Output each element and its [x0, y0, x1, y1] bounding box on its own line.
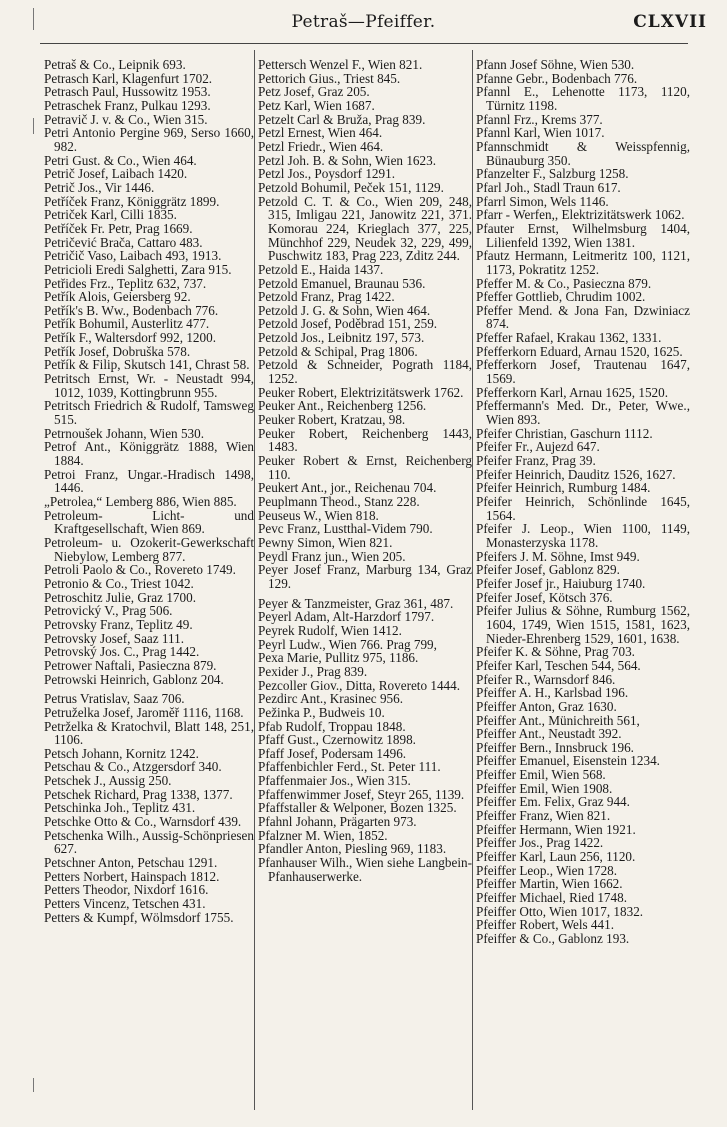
directory-entry: Petříček Fr. Petr, Prag 1669. [44, 220, 193, 236]
directory-entry: Pfeiffer Emanuel, Eisenstein 1234. [476, 753, 660, 769]
directory-entry: Pfeifer Heinrich, Schönlinde 1645, 1564. [476, 494, 690, 523]
directory-entry: Pfeiffer Karl, Laun 256, 1120. [476, 849, 636, 865]
column-1 [44, 58, 254, 1113]
binding-mark [33, 118, 34, 134]
directory-entry: Pfeiffer Emil, Wien 568. [476, 767, 606, 783]
page-header [0, 12, 727, 38]
directory-entry: Pfannl Frz., Krems 377. [476, 111, 603, 127]
directory-entry: Pexider J., Prag 839. [258, 663, 368, 679]
directory-entry: Petzl Joh. B. & Sohn, Wien 1623. [258, 152, 436, 168]
directory-entry: Petschek J., Aussig 250. [44, 773, 172, 789]
directory-entry: Pfanhauser Wilh., Wien siehe Langbein-Pfanhauserwerke. [258, 855, 472, 884]
directory-entry: Pfab Rudolf, Troppau 1848. [258, 718, 406, 734]
directory-entry: Pfauter Ernst, Wilhelmsburg 1404, Lilienfeld 1392, Wien 1381. [476, 220, 690, 250]
directory-entry: Petricioli Eredi Salghetti, Zara 915. [44, 261, 232, 277]
directory-entry: Pfeiffer Jos., Prag 1422. [476, 835, 604, 851]
directory-entry: Pfeiffer Martin, Wien 1662. [476, 876, 623, 892]
directory-entry: Pexa Marie, Pullitz 975, 1186. [258, 650, 419, 666]
directory-entry: Pfann Josef Söhne, Wien 530. [476, 57, 635, 72]
directory-entry: Petrovský Jos. C., Prag 1442. [44, 644, 200, 660]
directory-entry: Pfalzner M. Wien, 1852. [258, 827, 388, 843]
directory-entry: Petraš & Co., Leipnik 693. [44, 57, 186, 72]
directory-entry: Pfahnl Johann, Prägarten 973. [258, 814, 417, 830]
directory-entry: Petschinka Joh., Teplitz 431. [44, 800, 196, 816]
directory-entry: Petřík F., Waltersdorf 992, 1200. [44, 330, 216, 346]
directory-entry: Pfaffenwimmer Josef, Steyr 265, 1139. [258, 786, 465, 802]
directory-entry: Petzold & Schipal, Prag 1806. [258, 343, 418, 359]
directory-entry: Petzl Jos., Poysdorf 1291. [258, 166, 396, 182]
directory-entry: Petrowski Heinrich, Gablonz 204. [44, 671, 224, 687]
directory-entry: Pfeiffer Bern., Innsbruck 196. [476, 739, 634, 755]
directory-entry: Pezcoller Giov., Ditta, Rovereto 1444. [258, 677, 461, 693]
directory-entry: Pfeffer Rafael, Krakau 1362, 1331. [476, 330, 662, 346]
directory-entry: Pfeifer Heinrich, Dauditz 1526, 1627. [476, 466, 676, 482]
directory-entry: Pfeifers J. M. Söhne, Imst 949. [476, 548, 640, 564]
directory-entry: Petters Vincenz, Tetschen 431. [44, 896, 206, 912]
directory-entry: Petschek Richard, Prag 1338, 1377. [44, 786, 233, 802]
directory-entry: Petričič Vaso, Laibach 493, 1913. [44, 248, 222, 264]
directory-entry: Pfefferkorn Karl, Arnau 1625, 1520. [476, 384, 669, 400]
directory-entry: Pfarl Joh., Stadl Traun 617. [476, 179, 621, 195]
directory-entry: Petters Theodor, Nixdorf 1616. [44, 882, 209, 898]
directory-entry: Petraschek Franz, Pulkau 1293. [44, 97, 211, 113]
directory-entry: Pfeiffer Michael, Ried 1748. [476, 890, 628, 906]
running-title: Petraš—Pfeiffer. [291, 12, 436, 32]
directory-entry: Pfeiffer Anton, Graz 1630. [476, 698, 617, 714]
directory-entry: Petzelt Carl & Bruža, Prag 839. [258, 111, 426, 127]
directory-entry: Petzold C. T. & Co., Wien 209, 248, 315, Imligau 221, Janowitz 221, 371. Komorau 224, Krieglach 377, 225, Münchhof 229, Neudek 32, 229, 499, Puschwitz 183, Prag 223, Zditz 244. [258, 193, 472, 264]
directory-entry: Pfeifer Christian, Gaschurn 1112. [476, 425, 653, 441]
directory-entry: Petroleum- Licht- und Kraftgesellschaft, Wien 869. [44, 507, 254, 537]
directory-entry: Petričević Brača, Cattaro 483. [44, 234, 203, 250]
directory-entry: Petrower Naftali, Pasieczna 879. [44, 657, 217, 673]
directory-entry: Petsch Johann, Kornitz 1242. [44, 745, 199, 761]
directory-entry: Pfaffenmaier Jos., Wien 315. [258, 773, 411, 789]
directory-entry: Peuker Robert, Reichenberg 1443, 1483. [258, 425, 472, 455]
directory-entry: Peuker Robert, Kratzau, 98. [258, 412, 406, 428]
directory-entry: Pfeffermann's Med. Dr., Peter, Wwe., Wien 893. [476, 398, 690, 428]
directory-entry: Pfanne Gebr., Bodenbach 776. [476, 70, 638, 86]
column-divider [254, 50, 255, 1110]
directory-entry: Pfarr - Werfen,, Elektrizitätswerk 1062. [476, 207, 685, 223]
directory-entry: Peyer & Tanzmeister, Graz 361, 487. [258, 595, 454, 611]
directory-entry: Petrželka & Kratochvil, Blatt 148, 251, 1106. [44, 718, 254, 748]
directory-entry: Petřík Alois, Geiersberg 92. [44, 289, 191, 305]
directory-entry: Petroli Paolo & Co., Rovereto 1749. [44, 562, 236, 578]
directory-entry: Pfeifer Heinrich, Rumburg 1484. [476, 480, 651, 496]
directory-entry: Pfeiffer Emil, Wien 1908. [476, 780, 613, 796]
directory-entry: Pfeiffer & Co., Gablonz 193. [476, 931, 630, 946]
directory-entry: Pfeifer K. & Söhne, Prag 703. [476, 644, 635, 660]
directory-entry: Petřides Frz., Teplitz 632, 737. [44, 275, 207, 291]
directory-entry: Peuker Robert & Ernst, Reichenberg 110. [258, 453, 472, 482]
directory-entry: Pfeiffer Robert, Wels 441. [476, 917, 614, 933]
binding-mark [33, 1078, 34, 1092]
directory-entry: Petrovsky Franz, Teplitz 49. [44, 616, 193, 632]
directory-entry: Pettersch Wenzel F., Wien 821. [258, 57, 423, 72]
directory-entry: Petschenka Wilh., Aussig-Schönpriesen 627. [44, 827, 254, 857]
directory-entry: Petruželka Josef, Jaroměř 1116, 1168. [44, 704, 244, 720]
directory-entry: Petritsch Ernst, Wr. - Neustadt 994, 1012, 1039, Kottingbrunn 955. [44, 371, 254, 400]
directory-entry: Pfefferkorn Josef, Trautenau 1647, 1569. [476, 357, 690, 387]
directory-entry: Petroschitz Julie, Graz 1700. [44, 589, 196, 605]
directory-entry: Pfeifer Fr., Aujezd 647. [476, 439, 600, 455]
directory-entry: Peydl Franz jun., Wien 205. [258, 548, 406, 564]
directory-entry: Pfandler Anton, Piesling 969, 1183. [258, 841, 447, 857]
directory-entry: Petrič Josef, Laibach 1420. [44, 166, 188, 182]
directory-entry: Petri Gust. & Co., Wien 464. [44, 152, 197, 168]
directory-entry: Peyrek Rudolf, Wien 1412. [258, 622, 402, 638]
directory-entry: Pfeffer M. & Co., Pasieczna 879. [476, 275, 652, 291]
directory-entry: „Petrolea,“ Lemberg 886, Wien 885. [44, 494, 237, 509]
directory-entry: Pfeifer Karl, Teschen 544, 564. [476, 657, 641, 673]
directory-entry: Petrasch Paul, Hussowitz 1953. [44, 84, 211, 100]
directory-entry: Petzl Friedr., Wien 464. [258, 138, 384, 154]
directory-entry: Petz Karl, Wien 1687. [258, 97, 375, 113]
directory-entry: Pfeiffer Otto, Wien 1017, 1832. [476, 903, 644, 919]
directory-entry: Pettorich Gius., Triest 845. [258, 70, 401, 86]
page-number: CLXVII [633, 12, 707, 32]
directory-entry: Pfeiffer Franz, Wien 821. [476, 808, 611, 824]
directory-entry: Petravič J. v. & Co., Wien 315. [44, 111, 208, 127]
directory-entry: Pfeifer Julius & Söhne, Rumburg 1562, 1604, 1749, Wien 1515, 1581, 1623, Nieder-Ehrenberg 1529, 1601, 1638. [476, 603, 690, 646]
column-2 [258, 58, 472, 1113]
directory-entry: Pfeiffer Hermann, Wien 1921. [476, 821, 636, 837]
directory-entry: Pfeifer Josef, Gablonz 829. [476, 562, 620, 578]
directory-entry: Petrasch Karl, Klagenfurt 1702. [44, 70, 213, 86]
directory-entry: Pewny Simon, Wien 821. [258, 534, 393, 550]
directory-entry: Peuker Robert, Elektrizitätswerk 1762. [258, 384, 464, 400]
directory-entry: Pfaff Gust., Czernowitz 1898. [258, 732, 416, 748]
directory-entry: Petzold J. G. & Sohn, Wien 464. [258, 302, 431, 318]
directory-entry: Peuplmann Theod., Stanz 228. [258, 494, 420, 509]
column-divider [472, 50, 473, 1110]
directory-entry: Pfeifer R., Warnsdorf 846. [476, 671, 616, 687]
directory-entry: Petzl Ernest, Wien 464. [258, 125, 383, 141]
directory-entry: Pfeffer Mend. & Jona Fan, Dzwiniacz 874. [476, 302, 690, 332]
directory-entry: Petrovsky Josef, Saaz 111. [44, 630, 185, 646]
directory-entry: Petřík Josef, Dobruška 578. [44, 343, 191, 359]
column-3 [476, 58, 690, 1113]
directory-entry: Pfarrl Simon, Wels 1146. [476, 193, 609, 209]
directory-entry: Petschau & Co., Atzgersdorf 340. [44, 759, 222, 775]
directory-entry: Pfannl E., Lehenotte 1173, 1120, Türnitz 1198. [476, 84, 690, 113]
directory-entry: Pežinka P., Budweis 10. [258, 704, 385, 720]
directory-entry: Petroleum- u. Ozokerit-Gewerkschaft Niebylow, Lemberg 877. [44, 534, 254, 564]
directory-entry: Petrovický V., Prag 506. [44, 603, 173, 619]
directory-entry: Pfaffstaller & Welponer, Bozen 1325. [258, 800, 457, 816]
directory-entry: Petschke Otto & Co., Warnsdorf 439. [44, 814, 242, 830]
directory-entry: Petters Norbert, Hainspach 1812. [44, 868, 220, 884]
directory-entry: Pfeffer Gottlieb, Chrudim 1002. [476, 289, 646, 305]
directory-entry: Petzold Jos., Leibnitz 197, 573. [258, 330, 425, 346]
directory-entry: Pfeifer Josef, Kötsch 376. [476, 589, 613, 605]
directory-entry: Petzold & Schneider, Pograth 1184, 1252. [258, 357, 472, 387]
directory-entry: Pfannl Karl, Wien 1017. [476, 125, 605, 141]
directory-entry: Petters & Kumpf, Wölmsdorf 1755. [44, 909, 234, 925]
directory-entry: Pfeifer Franz, Prag 39. [476, 453, 596, 469]
directory-entry: Petroi Franz, Ungar.-Hradisch 1498, 1446. [44, 466, 254, 496]
directory-entry: Petřík's B. Ww., Bodenbach 776. [44, 302, 219, 318]
directory-entry: Pfeiffer A. H., Karlsbad 196. [476, 685, 629, 701]
directory-entry: Pfautz Hermann, Leitmeritz 100, 1121, 1173, Pokratitz 1252. [476, 248, 690, 277]
directory-entry: Petzold Bohumil, Peček 151, 1129. [258, 179, 444, 195]
directory-entry: Pfefferkorn Eduard, Arnau 1520, 1625. [476, 343, 683, 359]
directory-entry: Petzold E., Haida 1437. [258, 261, 384, 277]
directory-entry: Pfeifer Josef jr., Haiuburg 1740. [476, 575, 646, 591]
directory-entry: Pfanzelter F., Salzburg 1258. [476, 166, 629, 182]
binding-mark [33, 8, 34, 30]
directory-entry: Peyer Josef Franz, Marburg 134, Graz 129. [258, 562, 472, 591]
directory-entry: Petzold Josef, Poděbrad 151, 259. [258, 316, 438, 332]
header-rule [40, 43, 688, 44]
directory-entry: Petrnoušek Johann, Wien 530. [44, 425, 205, 441]
directory-entry: Pezdirc Ant., Krasinec 956. [258, 691, 404, 707]
directory-entry: Petriček Karl, Cilli 1835. [44, 207, 177, 223]
directory-entry: Petřík & Filip, Skutsch 141, Chrast 58. [44, 357, 250, 373]
directory-entry: Petřík Bohumil, Austerlitz 477. [44, 316, 210, 332]
directory-entry: Petříček Franz, Königgrätz 1899. [44, 193, 220, 209]
directory-entry: Peuseus W., Wien 818. [258, 507, 379, 523]
directory-entry: Peuker Ant., Reichenberg 1256. [258, 398, 427, 414]
directory-entry: Pfaffenbichler Ferd., St. Peter 111. [258, 759, 441, 775]
directory-entry: Pfeiffer Em. Felix, Graz 944. [476, 794, 630, 810]
directory-entry: Petrof Ant., Königgrätz 1888, Wien 1884. [44, 439, 254, 469]
directory-entry: Petzold Franz, Prag 1422. [258, 289, 395, 305]
directory-entry: Pevc Franz, Lustthal-Videm 790. [258, 521, 433, 537]
directory-entry: Petronio & Co., Triest 1042. [44, 575, 194, 591]
directory-entry: Peukert Ant., jor., Reichenau 704. [258, 480, 437, 496]
directory-entry: Peyerl Adam, Alt-Harzdorf 1797. [258, 609, 435, 625]
directory-entry: Petschner Anton, Petschau 1291. [44, 855, 218, 871]
directory-entry: Pfaff Josef, Podersam 1496. [258, 745, 407, 761]
directory-entry: Pfeiffer Ant., Neustadt 392. [476, 726, 622, 742]
directory-entry: Pfeiffer Ant., Münichreith 561, [476, 712, 640, 728]
directory-entry: Petz Josef, Graz 205. [258, 84, 370, 100]
directory-entry: Pfannschmidt & Weisspfennig, Bünauburg 350. [476, 138, 690, 168]
directory-entry: Petzold Emanuel, Braunau 536. [258, 275, 426, 291]
directory-entry: Pfeiffer Leop., Wien 1728. [476, 862, 618, 878]
directory-entry: Petri Antonio Pergine 969, Serso 1660, 982. [44, 125, 254, 154]
directory-entry: Petrič Jos., Vir 1446. [44, 179, 155, 195]
directory-entry: Peyrl Ludw., Wien 766. Prag 799, [258, 636, 437, 652]
directory-entry: Petrus Vratislav, Saaz 706. [44, 691, 185, 707]
directory-entry: Pfeifer J. Leop., Wien 1100, 1149, Monasterzyska 1178. [476, 521, 690, 550]
directory-entry: Petritsch Friedrich & Rudolf, Tamsweg 515. [44, 398, 254, 428]
